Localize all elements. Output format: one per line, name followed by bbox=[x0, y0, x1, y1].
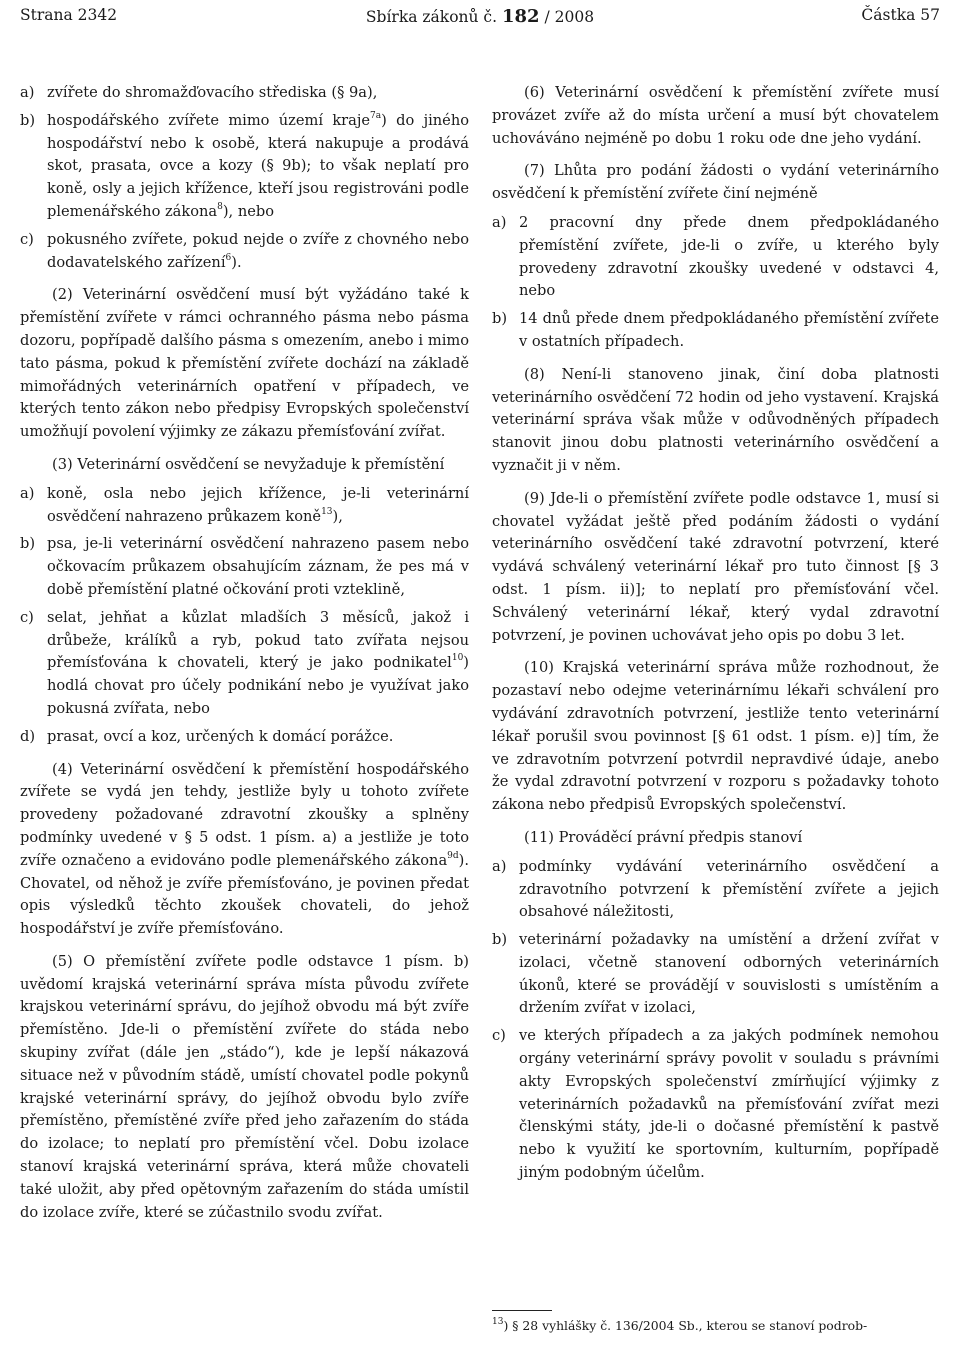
right-column bbox=[492, 82, 939, 1190]
paragraph-8: (8) Není-li stanoveno jinak, činí doba platnosti veterinárního osvědčení 72 hodin od jeho vystavení. Krajská veterinární správa však může v odůvodněných případech stanovit jinou dobu platnosti veterinárního osvědčení a vyznačit ji v něm. bbox=[492, 365, 939, 474]
paragraph-4: (4) Veterinární osvědčení k přemístění hospodářského zvířete se vydá jen tehdy, jestliže byly u tohoto zvířete provedeny požadované zdravotní zkoušky a splněny podmínky uvedené v § 5 odst. 1 písm. a) a jestliže je toto zvíře označeno a evidováno podle plemenářského zákona$^{9d}$). Chovatel, od něhož je zvíře přemísťováno, je povinen předat opis výsledků těchto zkoušek chovateli, do jehož hospodářství je zvíře přemísťováno. bbox=[20, 760, 469, 938]
list-item-11a: a) podmínky vydávání veterinárního osvědčení a zdravotního potvrzení k přemístění zvířete a jejich obsahové náležitosti, bbox=[492, 857, 939, 921]
paragraph-7: (7) Lhůta pro podání žádosti o vydání veterinárního osvědčení k přemístění zvířete činí nejméně bbox=[492, 162, 939, 203]
list-item-3c: c) selat, jehňat a kůzlat mladších 3 měsíců, jakož i drůbeže, králíků a ryb, pokud tato zvířata nejsou přemísťována k chovateli, který je jako podnikatel$^{10}$) hodlá chovat pro účely podnikání nebo je využívat jako pokusná zvířata, nebo bbox=[20, 608, 469, 717]
footnote-rule bbox=[492, 1310, 552, 1311]
collection-number: 182 bbox=[501, 6, 540, 27]
paragraph-3: (3) Veterinární osvědčení se nevyžaduje k přemístění bbox=[52, 455, 445, 473]
footnote: $^{13}$) § 28 vyhlášky č. 136/2004 Sb., kterou se stanoví podrob- bbox=[492, 1317, 868, 1333]
paragraph-9: (9) Jde-li o přemístění zvířete podle odstavce 1, musí si chovatel vyžádat ještě před podáním žádosti o vydání veterinárního osvědčení také zdravotní potvrzení, které vydává schválený veterinární lékař pro tuto činnost [§ 3 odst. 1 písm. ii)]; to neplatí pro přemísťování včel. Schválený veterinární lékař, který vydal zdravotní potvrzení, je povinen uchovávat jeho opis po dobu 3 let. bbox=[492, 489, 939, 644]
list-item-11b: b) veterinární požadavky na umístění a držení zvířat v izolaci, včetně stanovení odborných veterinárních úkonů, které se provádějí v souvislosti s umístěním a držením zvířat v izolaci, bbox=[492, 931, 939, 1017]
list-item-7a: a) 2 pracovní dny přede dnem předpokládaného přemístění zvířete, jde-li o zvíře, u kterého byly provedeny zdravotní zkoušky uvedené v odstavci 4, nebo bbox=[492, 213, 939, 300]
paragraph-10: (10) Krajská veterinární správa může rozhodnout, že pozastaví nebo odejme veterinárnímu lékaři schválení pro vydávání zdravotních potvrzení, jestliže tento veterinární lékař porušil svou povinnost [§ 61 odst. 1 písm. e)] tím, že ve zdravotním potvrzení potvrdil nepravdivé údaje, anebo že vydal zdravotní potvrzení v rozporu s požadavky tohoto zákona nebo předpisů Evropských společenství. bbox=[492, 659, 939, 814]
list-item-c: c) pokusného zvířete, pokud nejde o zvíře z chovného nebo dodavatelského zařízení$^6$). bbox=[20, 230, 469, 271]
part-number: Částka 57 bbox=[861, 6, 940, 24]
list-item-b: b) hospodářského zvířete mimo území kraje$^{7a}$) do jiného hospodářství nebo k osobě, která nakupuje a prodává skot, prasata, ovce a kozy (§ 9b); to však neplatí pro koně, osly a jejich křížence, kteří jsou registrováni podle plemenářského zákona$^8$), nebo bbox=[20, 110, 470, 220]
paragraph-6: (6) Veterinární osvědčení k přemístění zvířete musí provázet zvíře až do místa určení a musí být chovatelem uchováváno nejméně po dobu 1 roku ode dne jeho vydání. bbox=[492, 84, 939, 147]
paragraph-11: (11) Prováděcí právní předpis stanoví bbox=[524, 828, 803, 846]
collection-title: Sbírka zákonů č. 182 / 2008 bbox=[365, 6, 595, 27]
page-header bbox=[20, 6, 940, 32]
list-item-a: a) zvířete do shromažďovacího střediska (§ 9a), bbox=[20, 84, 378, 101]
list-item-7b: b) 14 dnů přede dnem předpokládaného přemístění zvířete v ostatních případech. bbox=[492, 310, 939, 350]
list-item-11c: c) ve kterých případech a za jakých podmínek nemohou orgány veterinární správy povolit v souladu s právními akty Evropských společenství zmírňující výjimky z veterinárních požadavků na přemísťování zvířat mezi členskými státy, jde-li o dočasné přemístění k pastvě nebo k využití ke sportovním, kulturním, popřípadě jiným podobným účelům. bbox=[492, 1027, 939, 1182]
page-number: Strana 2342 bbox=[20, 6, 118, 24]
left-column bbox=[20, 82, 469, 1234]
list-item-3d: d) prasat, ovcí a koz, určených k domácí porážce. bbox=[20, 727, 394, 745]
list-item-3b: b) psa, je-li veterinární osvědčení nahrazeno pasem nebo očkovacím průkazem obsahujícím záznam, že pes má v době přemístění platné očkování proti vzteklině, bbox=[20, 535, 469, 598]
list-item-3a: a) koně, osla nebo jejich křížence, je-li veterinární osvědčení nahrazeno průkazem koně$^{13}$), bbox=[20, 484, 469, 525]
paragraph-2: (2) Veterinární osvědčení musí být vyžádáno také k přemístění zvířete v rámci ochranného pásma nebo pásma dozoru, popřípadě dalšího pásma s omezením, anebo i mimo tato pásma, pokud k přemístění zvířete dochází na základě mimořádných veterinárních opatření v případech, ve kterých tento zákon nebo předpisy Evropských společenství umožňují povolení výjimky ze zákazu přemísťování zvířat. bbox=[20, 286, 469, 441]
paragraph-5: (5) O přemístění zvířete podle odstavce 1 písm. b) uvědomí krajská veterinární správa místa původu zvířete krajskou veterinární správu, do jejíhož obvodu má být zvíře přemístěno. Jde-li o přemístění zvířete do stáda nebo skupiny zvířat (dále jen „stádo“), kde je lepší nákazová situace než v původním stádě, umístí chovatel podle pokynů krajské veterinární správy, do jejíhož obvodu bylo zvíře přemístěno, přemístěné zvíře před jeho zařazením do stáda do izolace; to neplatí pro přemístění včel. Dobu izolace stanoví krajská veterinární správa, která může chovateli také uložit, aby před opětovným zařazením do stáda umístil do izolace zvíře, které se zúčastnilo svodu zvířat. bbox=[20, 952, 469, 1221]
